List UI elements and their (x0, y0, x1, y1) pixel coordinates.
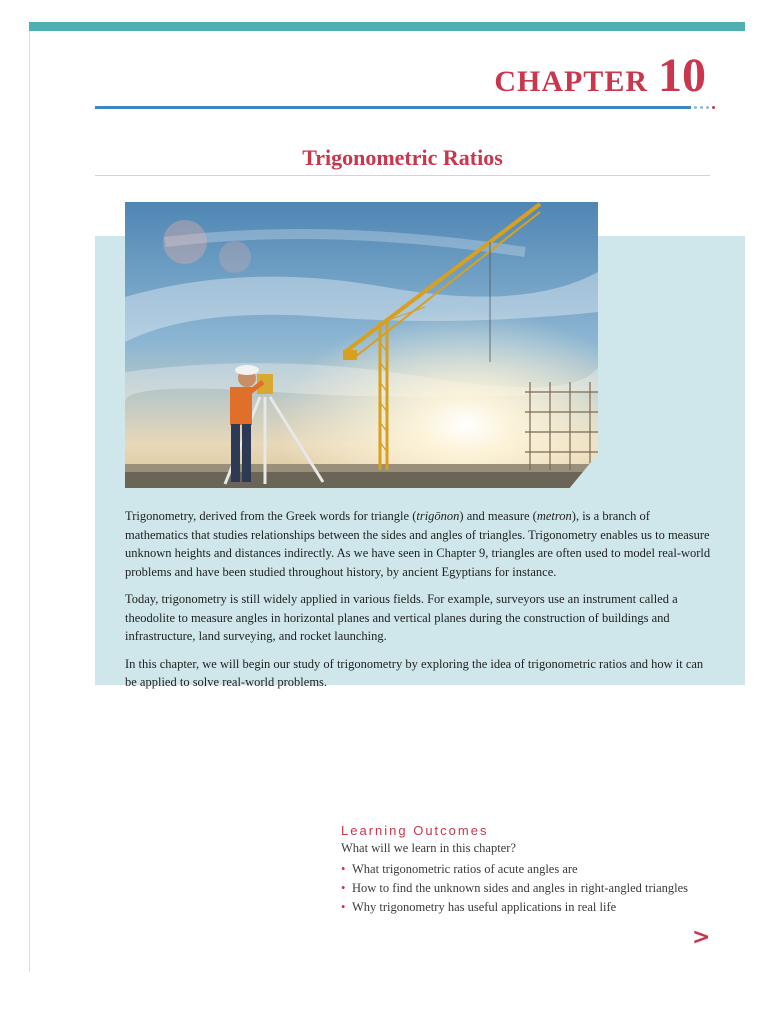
chapter-divider (95, 106, 691, 109)
list-item: • What trigonometric ratios of acute angles are (341, 860, 721, 879)
intro-paragraph-2: Today, trigonometry is still widely applied in various fields. For example, surveyors use an instrument called a theodolite to measure angles in horizontal planes and vertical planes during the construction of buildings and infrastructure, land surveying, and rocket launching. (125, 592, 678, 643)
list-item: • How to find the unknown sides and angles in right-angled triangles (341, 879, 721, 898)
intro-text (125, 507, 713, 701)
title-divider (95, 175, 710, 176)
chapter-label: CHAPTER (494, 65, 648, 98)
page-left-rule (29, 22, 30, 972)
intro-paragraph-1: Trigonometry, derived from the Greek words for triangle (trigōnon) and measure (metron), is a branch of mathematics that studies relationships between the sides and angles of triangles. Trigonometry enables us to measure unknown heights and distances indirectly. As we have seen in Chapter 9, triangles are often used to model real-world problems and have been studied throughout history, by ancient Egyptians for instance. (125, 509, 711, 579)
intro-paragraph-3: In this chapter, we will begin our study of trigonometry by exploring the idea of trigonometric ratios and how it can be applied to solve real-world problems. (125, 656, 704, 689)
top-color-bar (29, 22, 745, 31)
learning-outcomes-title: Learning Outcomes (341, 823, 489, 838)
divider-dots (694, 106, 715, 109)
learning-outcomes (341, 823, 721, 917)
learning-outcomes-list (341, 860, 721, 917)
chapter-title: Trigonometric Ratios (302, 144, 503, 170)
chapter-heading (494, 48, 706, 103)
learning-outcomes-question: What will we learn in this chapter? (341, 841, 516, 855)
surveyor-photo-icon (125, 202, 598, 488)
list-item: • Why trigonometry has useful applications in real life (341, 898, 721, 917)
chapter-number: 10 (658, 49, 706, 102)
next-page-arrow-icon[interactable]: > (692, 925, 711, 950)
surveyor-photo (125, 202, 598, 488)
